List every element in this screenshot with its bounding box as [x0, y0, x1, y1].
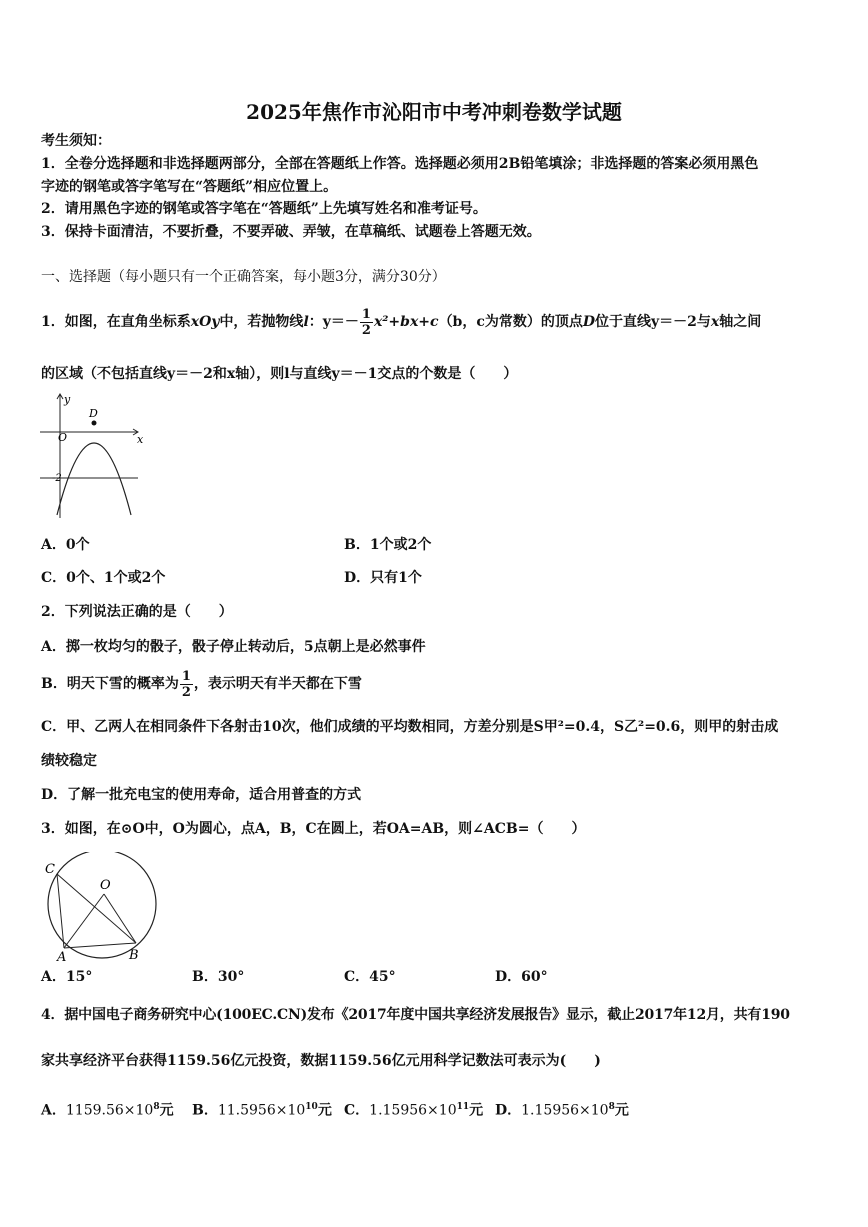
fraction-denominator: 2	[181, 684, 191, 700]
notice-item-1-line-2: 字迹的钢笔或答字笔写在“答题纸”相应位置上。	[41, 179, 338, 195]
segment-ca	[57, 874, 64, 948]
parabola-figure	[38, 392, 150, 520]
page-title: 2025年焦作市沁阳市中考冲刺卷数学试题	[246, 100, 622, 124]
option-label: C．	[344, 1102, 370, 1119]
option-exponent: 10	[305, 1102, 318, 1112]
point-b-label: B	[129, 948, 139, 963]
q1-text: 轴之间	[719, 314, 762, 330]
circle-figure	[40, 852, 164, 964]
q2-option-b-text: ，表示明天有半天都在下雪	[193, 676, 362, 692]
notice-item-1-line-1: 1．全卷分选择题和非选择题两部分，全部在答题纸上作答。选择题必须用2B铅笔填涂；非选择题的答案必须用黑色	[41, 156, 759, 172]
option-exponent: 8	[153, 1102, 160, 1112]
q1-var: D	[582, 314, 596, 330]
x-axis-label: x	[137, 433, 144, 446]
fraction-numerator: 1	[361, 306, 371, 322]
q3-option-a[interactable]: A．15°	[41, 969, 93, 985]
q3-option-b[interactable]: B．30°	[192, 969, 245, 985]
tick-minus-2-label: -2	[52, 473, 62, 484]
option-label: D．	[495, 1102, 522, 1119]
origin-label: O	[58, 431, 68, 444]
notice-heading: 考生须知：	[41, 133, 111, 149]
circle-o	[48, 852, 156, 958]
q1-text: 位于直线	[595, 314, 652, 330]
q4-option-a[interactable]	[41, 1098, 174, 1120]
question-1-line-2: 的区域（不包括直线y＝－2和x轴），则l与直线y＝－1交点的个数是（ ）	[41, 366, 518, 382]
q2-option-a[interactable]: A．掷一枚均匀的骰子，骰子停止转动后，5点朝上是必然事件	[41, 639, 426, 655]
segment-ob	[104, 894, 136, 943]
point-a-label: A	[57, 950, 67, 964]
q1-option-b[interactable]: B．1个或2个	[344, 537, 432, 553]
fraction-numerator: 1	[181, 668, 191, 684]
notice-item-2: 2．请用黑色字迹的钢笔或答字笔在“答题纸”上先填写姓名和准考证号。	[41, 201, 487, 217]
vertex-label: D	[89, 407, 98, 420]
q1-text: 中，若抛物线	[219, 314, 304, 330]
q1-text: 1．如图，在直角坐标系	[41, 314, 191, 330]
q1-var: l	[303, 314, 309, 330]
q2-option-d[interactable]: D．了解一批充电宝的使用寿命，适合用普查的方式	[41, 787, 362, 803]
option-unit: 元	[469, 1102, 484, 1119]
q1-expression: x²+bx+c	[373, 314, 439, 330]
option-label: B．	[192, 1102, 218, 1119]
q4-option-c[interactable]	[344, 1098, 483, 1120]
q1-fraction	[360, 307, 373, 338]
point-o-label: O	[100, 878, 111, 893]
segment-oa	[64, 894, 104, 948]
option-exponent: 8	[608, 1102, 615, 1112]
q4-option-b[interactable]	[192, 1098, 332, 1120]
section-heading: 一、选择题（每小题只有一个正确答案，每小题3分，满分30分）	[41, 269, 446, 285]
q2-option-b[interactable]	[41, 664, 362, 704]
option-value: 11.5956×10	[217, 1102, 306, 1119]
q2-option-c-line-2: 绩较稳定	[41, 753, 97, 769]
q1-var: x	[710, 314, 720, 330]
q1-var: xOy	[190, 314, 220, 330]
option-value: 1.15956×10	[369, 1102, 457, 1119]
q1-option-a[interactable]: A．0个	[41, 537, 90, 553]
option-exponent: 11	[456, 1102, 470, 1112]
q2-option-b-text: B．明天下雪的概率为	[41, 676, 179, 692]
option-unit: 元	[614, 1102, 629, 1119]
question-4-line-1: 4．据中国电子商务研究中心(100EC.CN)发布《2017年度中国共享经济发展报告》显示，截止2017年12月，共有190	[41, 1007, 790, 1023]
option-label: A．	[41, 1102, 66, 1119]
q1-option-d[interactable]: D．只有1个	[344, 570, 422, 586]
notice-item-3: 3．保持卡面清洁，不要折叠，不要弄破、弄皱，在草稿纸、试题卷上答题无效。	[41, 224, 541, 240]
y-axis-label: y	[64, 393, 71, 406]
q1-text: y＝－2与	[651, 314, 711, 330]
question-4-line-2: 家共享经济平台获得1159.56亿元投资，数据1159.56亿元用科学记数法可表示为( )	[41, 1053, 601, 1069]
option-unit: 元	[317, 1102, 332, 1119]
q1-text: ：	[308, 314, 323, 330]
question-1-line-1	[41, 304, 761, 340]
q1-text: （b，c为常数）的顶点	[438, 314, 583, 330]
point-c-label: C	[45, 862, 55, 877]
question-3-stem: 3．如图，在⊙O中，O为圆心，点A，B，C在圆上，若OA=AB，则∠ACB=（ ）	[41, 821, 586, 837]
q2-option-c-line-1[interactable]: C．甲、乙两人在相同条件下各射击10次，他们成绩的平均数相同，方差分别是S甲²=0.4，S乙²=0.6，则甲的射击成	[41, 719, 779, 735]
q1-option-c[interactable]: C．0个、1个或2个	[41, 570, 166, 586]
segment-cb	[57, 874, 136, 943]
q2-fraction	[180, 669, 193, 700]
q1-text: y＝－	[322, 314, 359, 330]
segment-ab	[64, 943, 136, 948]
q3-option-c[interactable]: C．45°	[344, 969, 396, 985]
fraction-denominator: 2	[361, 322, 371, 338]
q3-option-d[interactable]: D．60°	[495, 969, 548, 985]
parabola-curve	[57, 443, 131, 515]
option-value: 1159.56×10	[65, 1102, 154, 1119]
q4-option-d[interactable]	[495, 1098, 629, 1120]
vertex-point	[92, 421, 97, 426]
option-value: 1.15956×10	[521, 1102, 609, 1119]
option-unit: 元	[159, 1102, 174, 1119]
question-2-stem: 2．下列说法正确的是（ ）	[41, 604, 233, 620]
